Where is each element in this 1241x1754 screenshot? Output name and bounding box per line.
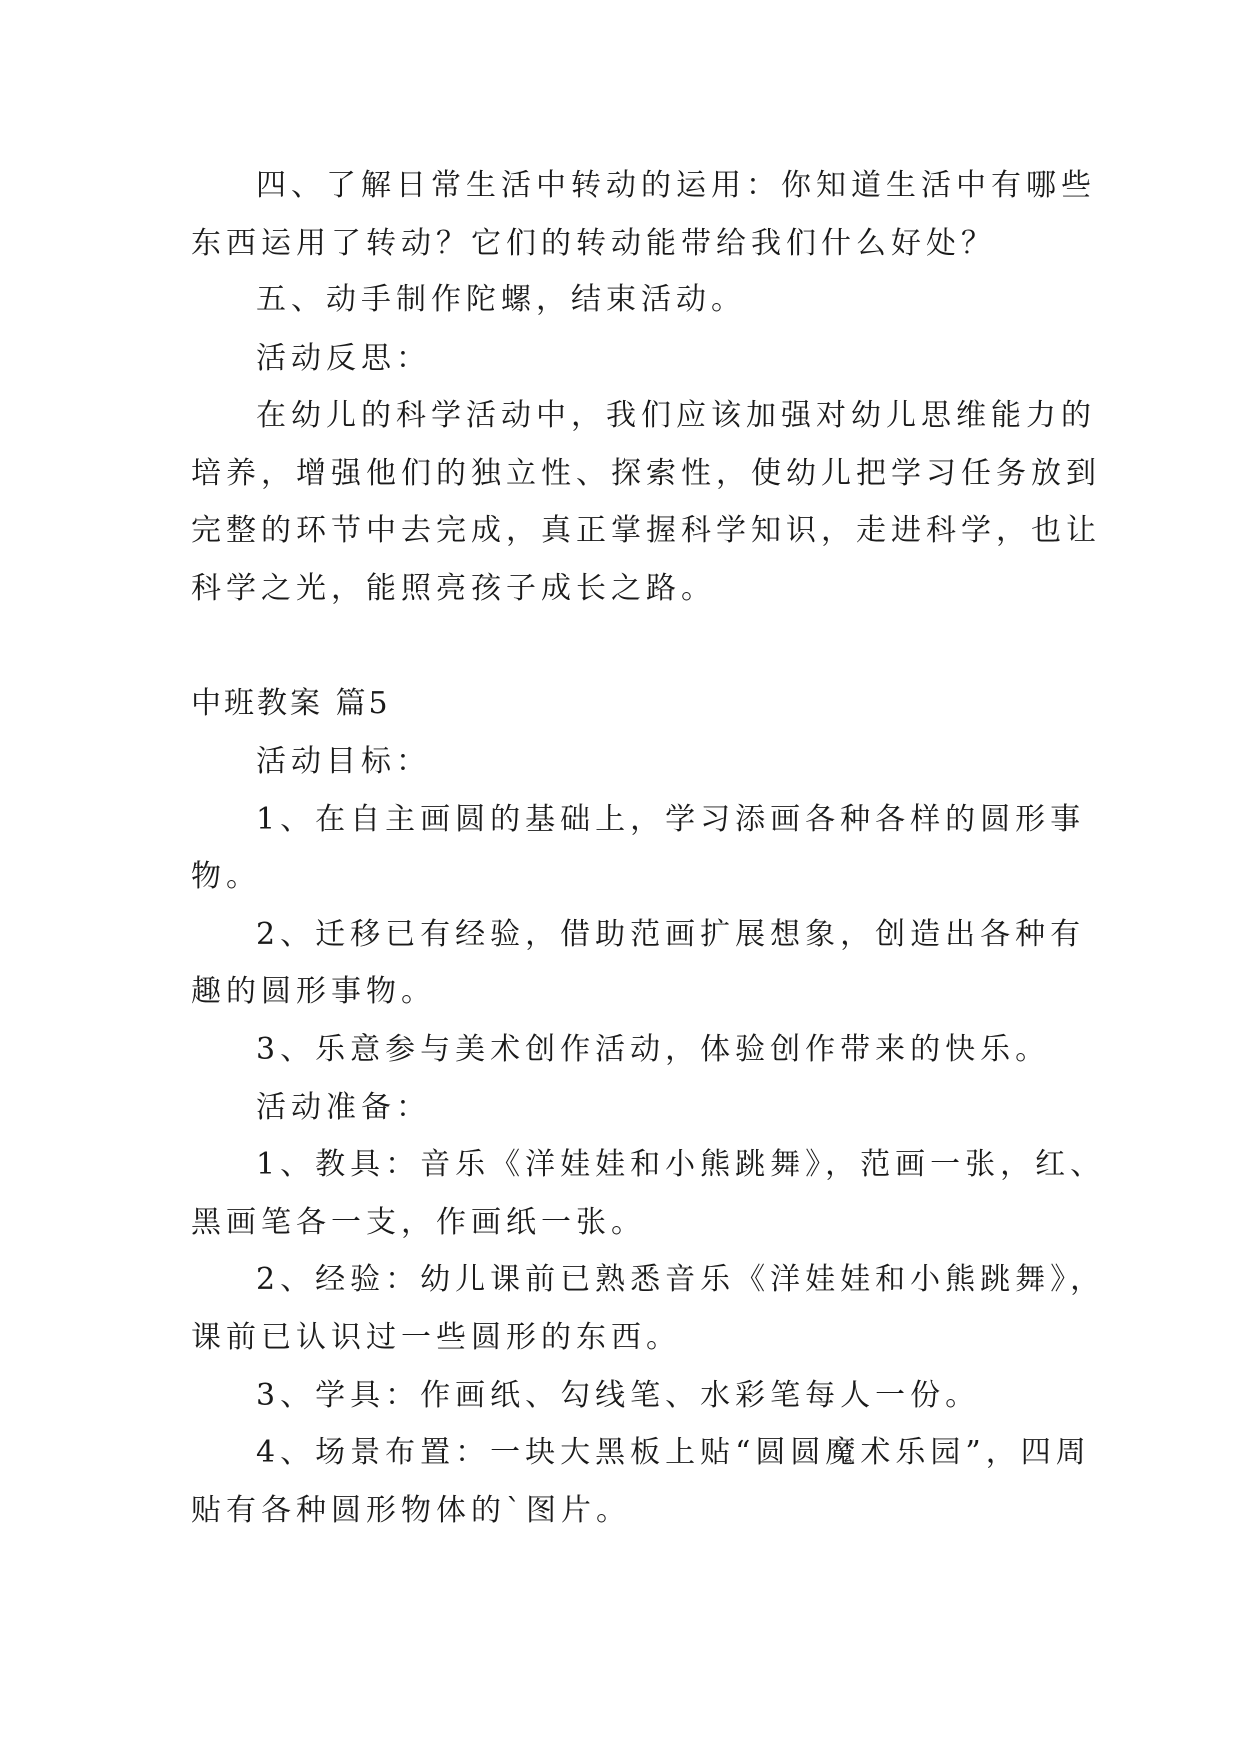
prep3: 3、学具：作画纸、勾线笔、水彩笔每人一份。: [256, 1378, 981, 1413]
goals-heading: 活动目标：: [256, 744, 431, 779]
reflection-line4: 科学之光，能照亮孩子成长之路。: [191, 571, 716, 606]
reflection-heading: 活动反思：: [256, 341, 431, 376]
prep4-line2: 贴有各种圆形物体的`图片。: [191, 1493, 631, 1528]
goal1-line2: 物。: [191, 859, 261, 894]
prep2-line2: 课前已认识过一些圆形的东西。: [191, 1320, 681, 1355]
paragraph-step4-line2: 东西运用了转动？它们的转动能带给我们什么好处？: [191, 226, 996, 261]
prep2-line1: 2、经验：幼儿课前已熟悉音乐《洋娃娃和小熊跳舞》，: [256, 1262, 1106, 1297]
reflection-line2: 培养，增强他们的独立性、探索性，使幼儿把学习任务放到: [191, 456, 1101, 491]
prep4-line1: 4、场景布置：一块大黑板上贴“圆圆魔术乐园”，四周: [256, 1435, 1091, 1470]
prep-heading: 活动准备：: [256, 1090, 431, 1125]
prep1-line2: 黑画笔各一支，作画纸一张。: [191, 1205, 646, 1240]
goal3: 3、乐意参与美术创作活动，体验创作带来的快乐。: [256, 1032, 1051, 1067]
goal2-line2: 趣的圆形事物。: [191, 974, 436, 1009]
reflection-line3: 完整的环节中去完成，真正掌握科学知识，走进科学，也让: [191, 513, 1101, 548]
paragraph-step4-line1: 四、了解日常生活中转动的运用：你知道生活中有哪些: [256, 168, 1096, 203]
paragraph-step5: 五、动手制作陀螺，结束活动。: [256, 282, 746, 317]
prep1-line1: 1、教具：音乐《洋娃娃和小熊跳舞》，范画一张，红、: [256, 1147, 1106, 1182]
goal2-line1: 2、迁移已有经验，借助范画扩展想象，创造出各种有: [256, 917, 1086, 952]
section-title: 中班教案 篇5: [191, 686, 391, 721]
goal1-line1: 1、在自主画圆的基础上，学习添画各种各样的圆形事: [256, 802, 1086, 837]
reflection-line1: 在幼儿的科学活动中，我们应该加强对幼儿思维能力的: [256, 398, 1096, 433]
